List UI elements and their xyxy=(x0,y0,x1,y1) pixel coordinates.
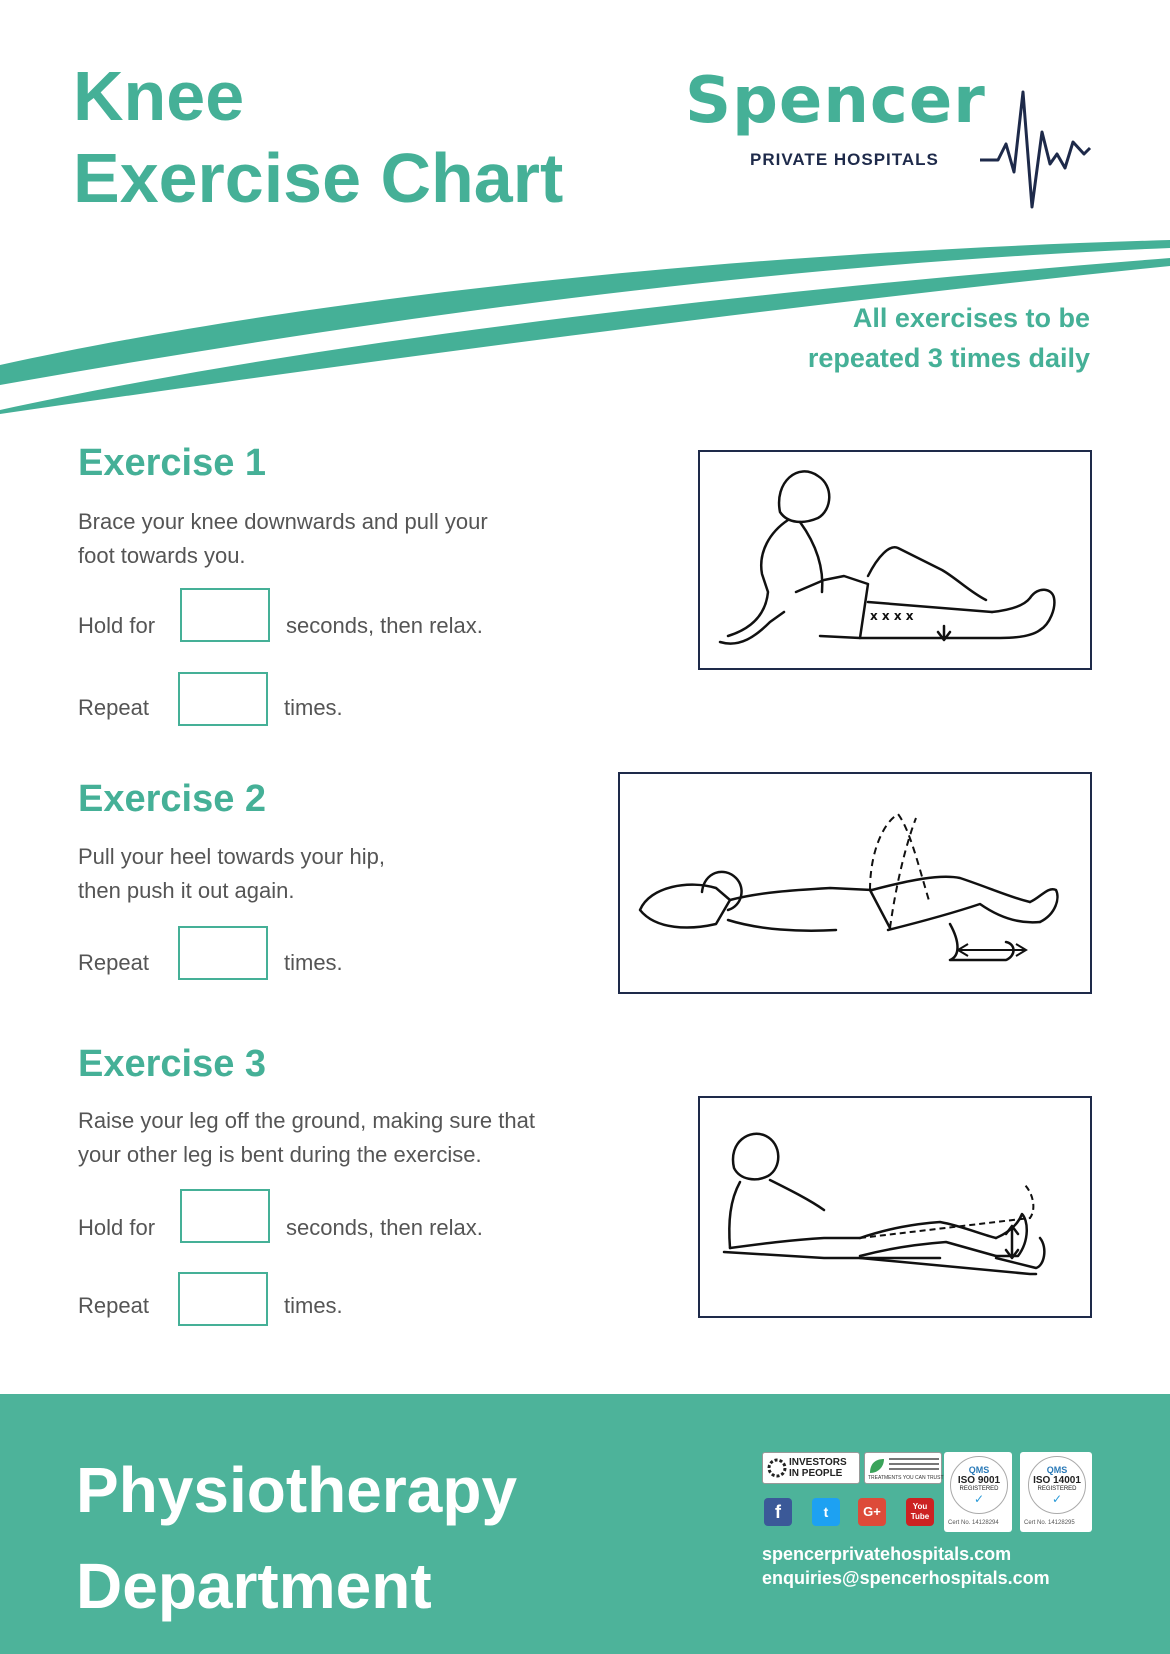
exercise-3-description xyxy=(78,1104,535,1172)
exercise-3-desc-line1: Raise your leg off the ground, making sure that xyxy=(78,1108,535,1133)
page-title-line2: Exercise Chart xyxy=(73,139,564,217)
exercise-2-desc-line2: then push it out again. xyxy=(78,878,295,903)
exercise-2-title: Exercise 2 xyxy=(78,778,267,820)
exercise-2 xyxy=(78,778,266,821)
frequency-note xyxy=(808,298,1090,378)
exercise-3-hold-suffix: seconds, then relax. xyxy=(286,1215,483,1240)
exercise-3-repeat-suffix: times. xyxy=(284,1293,343,1318)
exercise-1-repeat-suffix: times. xyxy=(284,695,343,720)
google-plus-icon[interactable]: G+ xyxy=(858,1498,886,1526)
leaf-icon xyxy=(868,1457,886,1475)
checkmark-icon: ✓ xyxy=(1051,1492,1063,1506)
iso-14001-label: ISO 14001 xyxy=(1033,1475,1081,1486)
iso-14001-cert: Cert No. 14128295 xyxy=(1024,1520,1075,1526)
exercise-3-desc-line2: your other leg is bent during the exercise. xyxy=(78,1142,482,1167)
iso-9001-label: ISO 9001 xyxy=(957,1475,1001,1486)
lying-heel-slide-figure xyxy=(620,774,1090,992)
frequency-note-line2: repeated 3 times daily xyxy=(807,343,1090,373)
exercise-3 xyxy=(78,1043,266,1086)
exercise-2-repeat-box[interactable] xyxy=(178,926,268,980)
quality-care-badge xyxy=(864,1452,942,1484)
exercise-1-desc-line2: foot towards you. xyxy=(78,543,246,568)
exercise-3-title: Exercise 3 xyxy=(78,1043,267,1085)
exercise-3-hold-seconds-box[interactable] xyxy=(180,1189,270,1243)
exercise-1-title: Exercise 1 xyxy=(78,442,267,484)
exercise-1-hold-suffix: seconds, then relax. xyxy=(286,613,483,638)
exercise-2-repeat-label: Repeat xyxy=(78,950,149,975)
exercise-1-description xyxy=(78,505,488,573)
iso-14001-status: REGISTERED xyxy=(1037,1486,1077,1492)
exercise-1-desc-line1: Brace your knee downwards and pull your xyxy=(78,509,488,534)
trust-tagline: TREATMENTS YOU CAN TRUST xyxy=(868,1475,944,1481)
iso-14001-badge xyxy=(1020,1452,1092,1532)
frequency-note-line1: All exercises to be xyxy=(852,303,1090,333)
checkmark-icon: ✓ xyxy=(973,1492,985,1506)
iso-9001-cert: Cert No. 14128294 xyxy=(948,1520,999,1526)
laurel-icon xyxy=(767,1458,787,1478)
iso-9001-brand: QMS xyxy=(968,1465,990,1475)
contact-info xyxy=(762,1542,1050,1590)
youtube-icon[interactable]: You Tube xyxy=(906,1498,934,1526)
investors-in-people-badge xyxy=(762,1452,860,1484)
exercise-1-hold-label: Hold for xyxy=(78,613,156,638)
exercise-2-desc-line1: Pull your heel towards your hip, xyxy=(78,844,385,869)
iso-14001-brand: QMS xyxy=(1046,1465,1068,1475)
straight-leg-raise-figure xyxy=(700,1098,1090,1316)
investors-line2: IN PEOPLE xyxy=(789,1468,843,1479)
exercise-1-repeat-box[interactable] xyxy=(178,672,268,726)
exercise-2-illustration xyxy=(618,772,1092,994)
iso-9001-status: REGISTERED xyxy=(959,1486,999,1492)
exercise-1-quad-marks: x x x x xyxy=(870,609,914,623)
exercise-2-description xyxy=(78,840,385,908)
exercise-1-hold-seconds-box[interactable] xyxy=(180,588,270,642)
investors-line1: INVESTORS xyxy=(789,1457,847,1468)
spencer-logo xyxy=(680,64,1100,212)
exercise-2-repeat-suffix: times. xyxy=(284,950,343,975)
exercise-3-repeat-box[interactable] xyxy=(178,1272,268,1326)
page-title-line1: Knee xyxy=(73,57,245,135)
page-title xyxy=(73,55,563,219)
facebook-icon[interactable]: f xyxy=(764,1498,792,1526)
website-link[interactable]: spencerprivatehospitals.com xyxy=(762,1544,1012,1564)
email-link[interactable]: enquiries@spencerhospitals.com xyxy=(762,1568,1050,1588)
twitter-icon[interactable]: t xyxy=(812,1498,840,1526)
logo-name: Spencer xyxy=(685,64,986,138)
department-name xyxy=(76,1442,517,1634)
heartbeat-line-icon xyxy=(680,72,1100,212)
exercise-3-hold-label: Hold for xyxy=(78,1215,156,1240)
iso-9001-badge xyxy=(944,1452,1012,1532)
exercise-1 xyxy=(78,442,266,485)
department-line1: Physiotherapy xyxy=(76,1454,518,1526)
department-line2: Department xyxy=(76,1550,432,1622)
logo-subtitle: PRIVATE HOSPITALS xyxy=(750,150,939,169)
exercise-3-repeat-label: Repeat xyxy=(78,1293,149,1318)
exercise-3-illustration xyxy=(698,1096,1092,1318)
exercise-1-illustration xyxy=(698,450,1092,670)
sitting-knee-brace-figure xyxy=(700,452,1090,668)
exercise-1-repeat-label: Repeat xyxy=(78,695,149,720)
